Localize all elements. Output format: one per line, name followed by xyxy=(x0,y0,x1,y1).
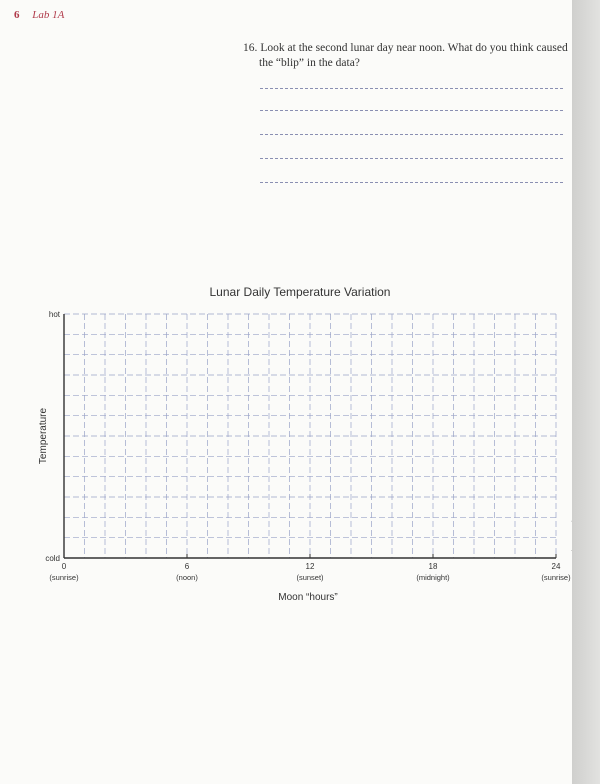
x-tick-label: 24 xyxy=(551,562,561,571)
x-tick-label: 18 xyxy=(428,562,438,571)
y-tick-hot: hot xyxy=(48,310,60,319)
question-text-line2: the “blip” in the data? xyxy=(259,57,360,69)
x-tick-label: 12 xyxy=(305,562,315,571)
x-tick-sublabel: (noon) xyxy=(176,573,198,582)
question-text-line1: Look at the second lunar day near noon. What do you think caused xyxy=(260,42,568,54)
chart-title: Lunar Daily Temperature Variation xyxy=(209,285,391,299)
x-axis-label: Moon “hours” xyxy=(278,592,338,603)
x-tick-label: 0 xyxy=(61,562,67,571)
y-axis-label: Temperature xyxy=(38,407,49,465)
lab-label: Lab 1A xyxy=(32,9,65,21)
page-number: 6 xyxy=(14,9,20,21)
chart-grid xyxy=(64,314,556,558)
x-tick-sublabel: (sunset) xyxy=(296,573,324,582)
x-tick-label: 6 xyxy=(184,562,190,571)
question-number: 16. xyxy=(243,42,258,54)
y-tick-cold: cold xyxy=(45,554,60,563)
x-tick-sublabel: (midnight) xyxy=(416,573,450,582)
x-tick-sublabel: (sunrise) xyxy=(49,573,79,582)
x-tick-sublabel: (sunrise) xyxy=(541,573,571,582)
